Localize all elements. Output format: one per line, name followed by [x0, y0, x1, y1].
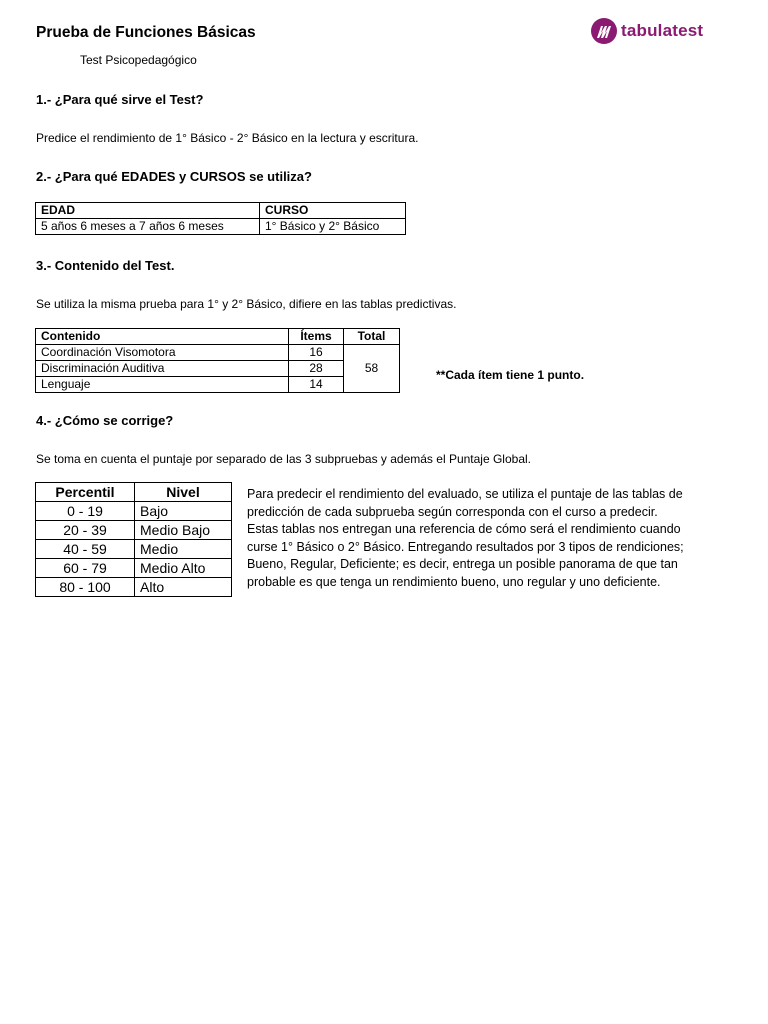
- nivel-cell: Bajo: [135, 502, 232, 521]
- percentil-header: Percentil: [36, 483, 135, 502]
- table-header-row: [36, 483, 232, 502]
- items-cell: 16: [289, 345, 344, 361]
- nivel-cell: Medio Bajo: [135, 521, 232, 540]
- total-header: Total: [344, 329, 400, 345]
- section1-text: Predice el rendimiento de 1° Básico - 2° Básico en la lectura y escritura.: [36, 131, 419, 145]
- percentil-cell: 60 - 79: [36, 559, 135, 578]
- paragraph-line: probable es que tenga un rendimiento bueno, uno regular y uno deficiente.: [247, 574, 661, 589]
- edad-header: EDAD: [36, 203, 260, 219]
- points-note: **Cada ítem tiene 1 punto.: [436, 368, 585, 382]
- total-cell: 58: [344, 345, 400, 393]
- contenido-cell: Discriminación Auditiva: [36, 361, 289, 377]
- logo-text: tabulatest: [621, 21, 704, 40]
- edad-cell: 5 años 6 meses a 7 años 6 meses: [36, 219, 260, 235]
- paragraph-line: Estas tablas nos entregan una referencia de cómo será el rendimiento cuando: [247, 522, 681, 536]
- percentil-cell: 20 - 39: [36, 521, 135, 540]
- content-table: [35, 328, 400, 393]
- document-subtitle: Test Psicopedagógico: [80, 53, 197, 67]
- table-row: [36, 521, 232, 540]
- nivel-cell: Medio Alto: [135, 559, 232, 578]
- paragraph-line: Bueno, Regular, Deficiente; es decir, entrega un posible panorama de que tan: [247, 557, 678, 571]
- items-cell: 14: [289, 377, 344, 393]
- table-header-row: [36, 329, 400, 345]
- paragraph-line: predicción de cada subprueba según corresponda con el curso a predecir.: [247, 504, 658, 519]
- nivel-cell: Medio: [135, 540, 232, 559]
- contenido-header: Contenido: [36, 329, 289, 345]
- paragraph-line: Para predecir el rendimiento del evaluado, se utiliza el puntaje de las tablas de: [247, 487, 683, 501]
- table-header-row: [36, 203, 406, 219]
- section4-text: Se toma en cuenta el puntaje por separado de las 3 subpruebas y además el Puntaje Global.: [36, 452, 531, 466]
- nivel-header: Nivel: [135, 483, 232, 502]
- items-cell: 28: [289, 361, 344, 377]
- section3-heading: 3.- Contenido del Test.: [36, 258, 175, 273]
- percentil-cell: 0 - 19: [36, 502, 135, 521]
- nivel-cell: Alto: [135, 578, 232, 597]
- table-row: [36, 502, 232, 521]
- table-row: [36, 345, 400, 361]
- table-row: [36, 540, 232, 559]
- items-header: Ítems: [289, 329, 344, 345]
- contenido-cell: Lenguaje: [36, 377, 289, 393]
- tabulatest-logo: [590, 16, 735, 46]
- section3-text: Se utiliza la misma prueba para 1° y 2° Básico, difiere en las tablas predictivas.: [36, 297, 457, 311]
- table-row: [36, 578, 232, 597]
- section2-heading: 2.- ¿Para qué EDADES y CURSOS se utiliza?: [36, 169, 312, 184]
- curso-header: CURSO: [260, 203, 406, 219]
- ages-courses-table: [35, 202, 406, 235]
- curso-cell: 1° Básico y 2° Básico: [260, 219, 406, 235]
- tabulatest-logo-icon: [590, 17, 618, 45]
- section1-heading: 1.- ¿Para qué sirve el Test?: [36, 92, 204, 107]
- prediction-paragraph: [247, 486, 737, 591]
- document-title: Prueba de Funciones Básicas: [36, 24, 256, 41]
- contenido-cell: Coordinación Visomotora: [36, 345, 289, 361]
- percentil-cell: 80 - 100: [36, 578, 135, 597]
- section4-heading: 4.- ¿Cómo se corrige?: [36, 413, 174, 428]
- percentil-cell: 40 - 59: [36, 540, 135, 559]
- table-row: [36, 219, 406, 235]
- percentile-table: [35, 482, 232, 597]
- paragraph-line: curse 1° Básico o 2° Básico. Entregando resultados por 3 tipos de rendiciones;: [247, 539, 684, 554]
- table-row: [36, 559, 232, 578]
